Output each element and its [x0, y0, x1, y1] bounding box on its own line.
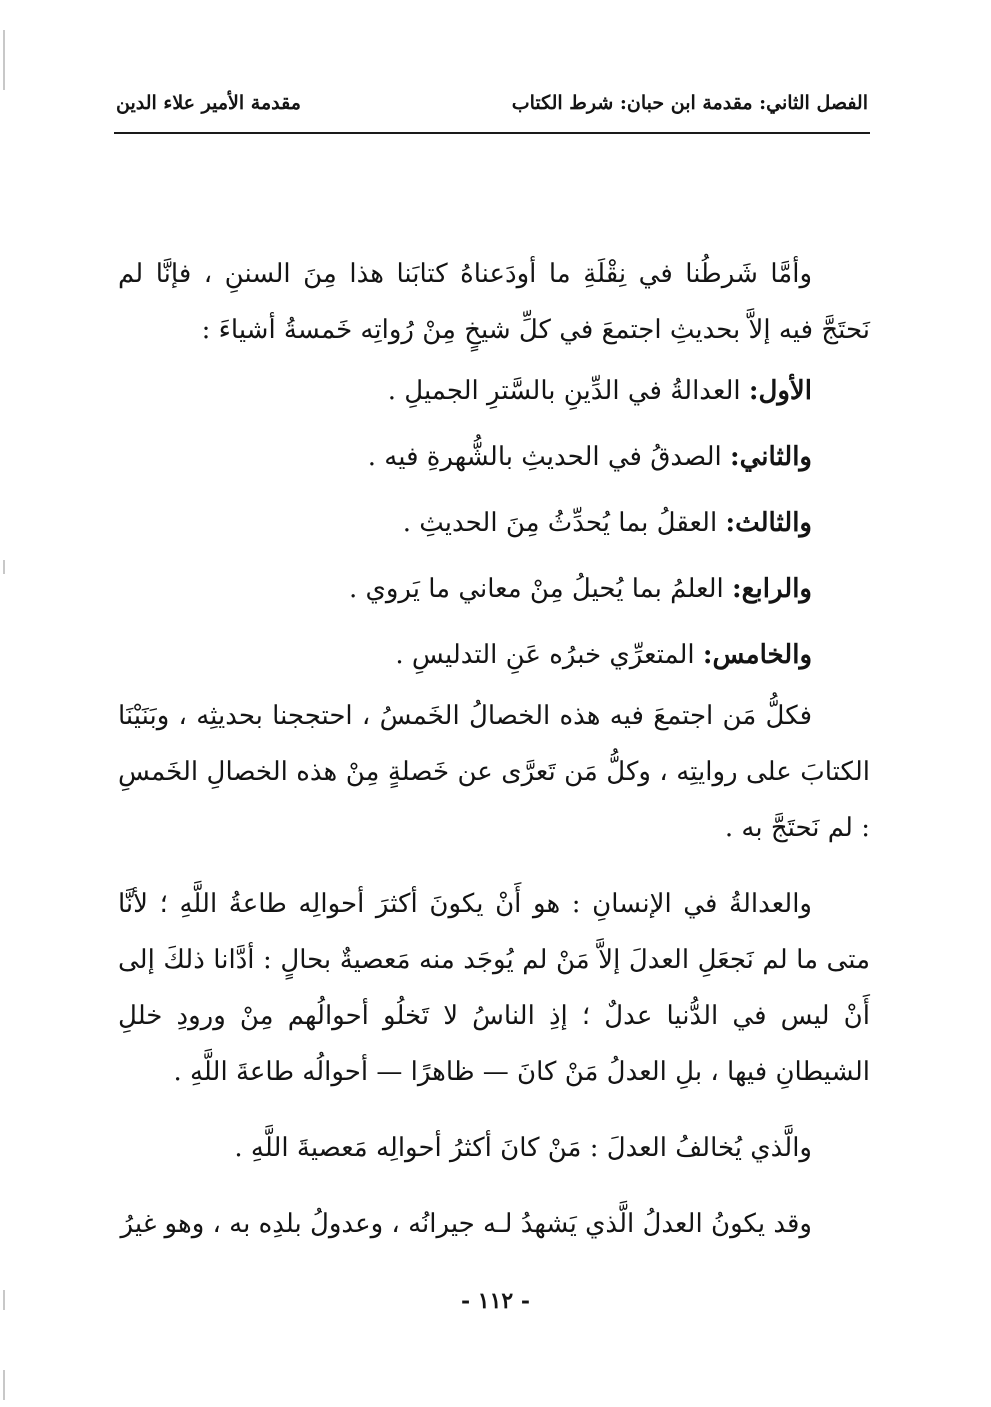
item-text: الصدقُ في الحديثِ بالشُّهرةِ فيه . [367, 442, 731, 472]
scan-edge-mark [3, 30, 5, 90]
book-title: مقدمة الأمير علاء الدين [116, 92, 301, 114]
list-item [118, 358, 870, 424]
item-text: المتعرِّي خبرُه عَنِ التدليسِ . [395, 640, 703, 670]
item-label: والخامس: [702, 640, 812, 670]
intro-paragraph: وأمَّا شَرطُنا في نِقْلَةِ ما أودَعناهُ كتابَنا هذا مِنَ السننِ ، فإنَّا لم نَحتَجَّ فيه إلاَّ بحديثِ اجتمعَ في كلِّ شيخٍ مِنْ رُواتِه خَمسةُ أشياءَ : [118, 259, 870, 345]
item-label: والثاني: [730, 442, 812, 472]
item-text: العقلُ بما يُحدِّثُ مِنَ الحديثِ . [402, 508, 726, 538]
item-text: العدالةُ في الدِّينِ بالسَّترِ الجميلِ . [387, 376, 749, 406]
list-item [118, 556, 870, 622]
conditions-list [118, 358, 870, 688]
header-divider [114, 132, 870, 134]
paragraph-all-qualities: فكلُّ مَن اجتمعَ فيه هذه الخصالُ الخَمسُ ، احتججنا بحديثِه ، وبَنَيْنَا الكتابَ على روايتِه ، وكلُّ مَن تَعرَّى عن خَصلةٍ مِنْ هذه الخصالِ الخَمسِ : لم نَحتَجَّ به . [118, 701, 870, 843]
list-item [118, 424, 870, 490]
page-number: - ١١٢ - [460, 1288, 531, 1314]
main-text [118, 246, 870, 1252]
scan-edge-mark [3, 560, 5, 574]
paragraph-adala: والعدالةُ في الإنسانِ : هو أَنْ يكونَ أكثرَ أحوالِه طاعةُ اللَّهِ ؛ لأنَّا متى ما لم نَجعَلِ العدلَ إلاَّ مَنْ لم يُوجَد منه مَعصيةٌ بحالٍ : أدَّانا ذلكَ إلى أَنْ ليس في الدُّنيا عدلٌ ؛ إذِ الناسُ لا تَخلُو أحوالُهم مِنْ ورودِ خللِ الشيطانِ فيها ، بلِ العدلُ مَنْ كانَ — ظاهرًا — أحوالُه طاعةَ اللَّهِ . [118, 889, 870, 1087]
item-label: والثالث: [725, 508, 812, 538]
chapter-title: الفصل الثاني: مقدمة ابن حبان: شرط الكتاب [511, 92, 868, 114]
item-label: الأول: [748, 376, 812, 406]
paragraph-continued: وقد يكونُ العدلُ الَّذي يَشهدُ لـه جيرانُه ، وعدولُ بلدِه به ، وهو غيرُ [120, 1209, 812, 1239]
list-item [118, 490, 870, 556]
running-header [116, 92, 868, 124]
list-item [118, 622, 870, 688]
item-label: والرابع: [732, 574, 812, 604]
item-text: العلمُ بما يُحيلُ مِنْ معاني ما يَروي . [348, 574, 733, 604]
paragraph-opposite: والَّذي يُخالفُ العدلَ : مَنْ كانَ أكثرُ أحوالِه مَعصيةَ اللَّهِ . [234, 1133, 812, 1163]
scan-edge-mark [3, 1370, 5, 1400]
